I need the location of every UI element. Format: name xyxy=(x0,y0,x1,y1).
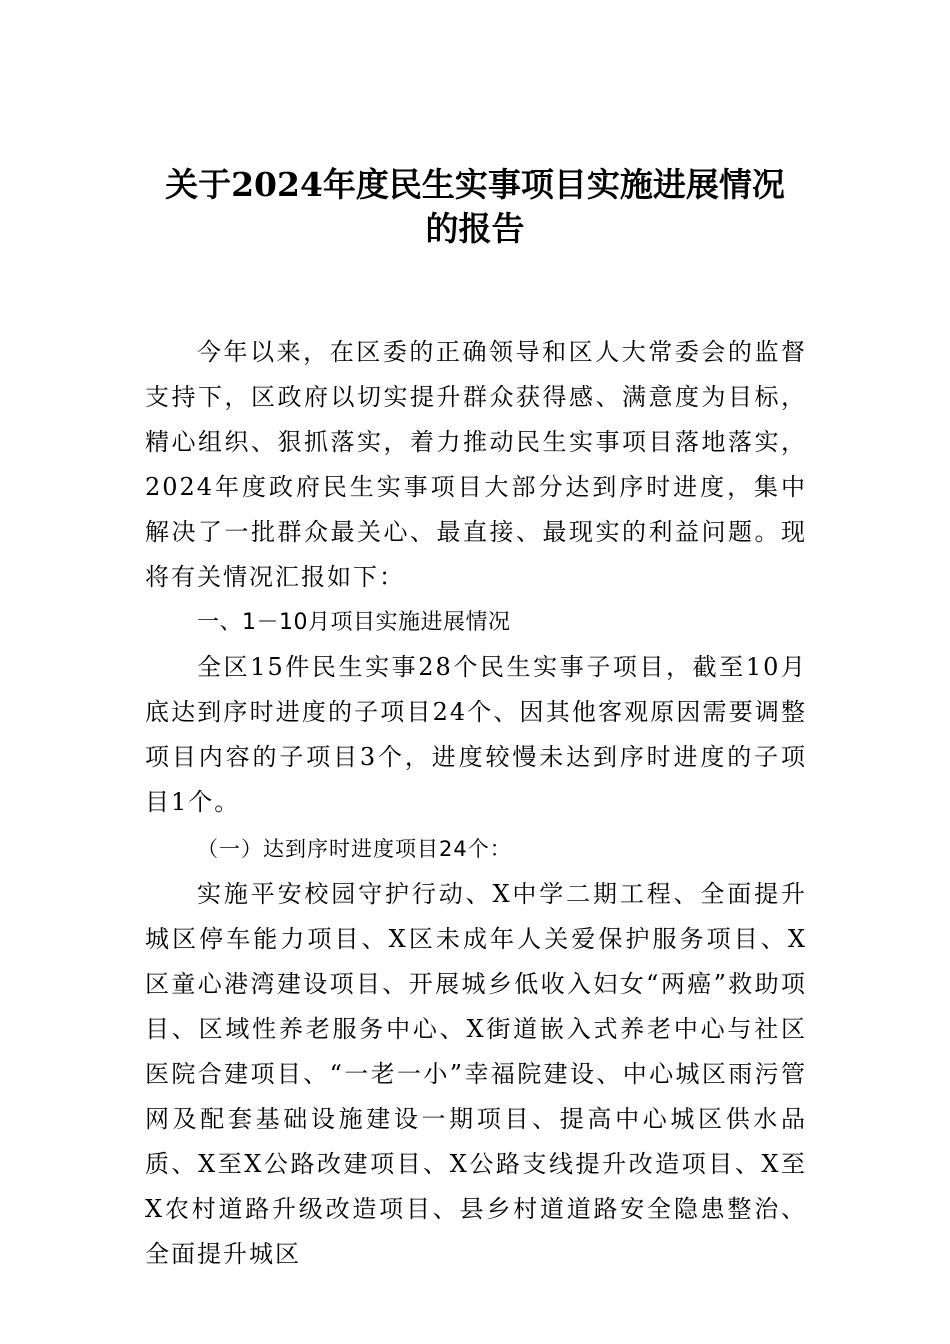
subsection-1-paragraph: 实施平安校园守护行动、X中学二期工程、全面提升城区停车能力项目、X区未成年人关爱保护服务项目、X区童心港湾建设项目、开展城乡低收入妇女“两癌”救助项目、区域性养老服务中心、X街道嵌入式养老中心与社区医院合建项目、“一老一小”幸福院建设、中心城区雨污管网及配套基础设施建设一期项目、提高中心城区供水品质、X至X公路改建项目、X公路支线提升改造项目、X至X农村道路升级改造项目、县乡村道道路安全隐患整治、全面提升城区 xyxy=(145,880,807,1268)
document-title-line-1: 关于2024年度民生实事项目实施进展情况 xyxy=(165,165,785,204)
subsection-1-heading: （一）达到序时进度项目24个： xyxy=(197,837,512,861)
document-title-line-2: 的报告 xyxy=(425,209,525,248)
section-1-paragraph: 全区15件民生实事28个民生实事子项目，截至10月底达到序时进度的子项目24个、因其他客观原因需要调整项目内容的子项目3个，进度较慢未达到序时进度的子项目1个。 xyxy=(145,653,807,816)
section-1-heading: 一、1－10月项目实施进展情况 xyxy=(197,610,511,635)
intro-paragraph: 今年以来，在区委的正确领导和区人大常委会的监督支持下，区政府以切实提升群众获得感、满意度为目标，精心组织、狠抓落实，着力推动民生实事项目落地落实，2024年度政府民生实事项目大部分达到序时进度，集中解决了一批群众最关心、最直接、最现实的利益问题。现将有关情况汇报如下： xyxy=(145,338,807,591)
document-body xyxy=(145,330,807,1277)
